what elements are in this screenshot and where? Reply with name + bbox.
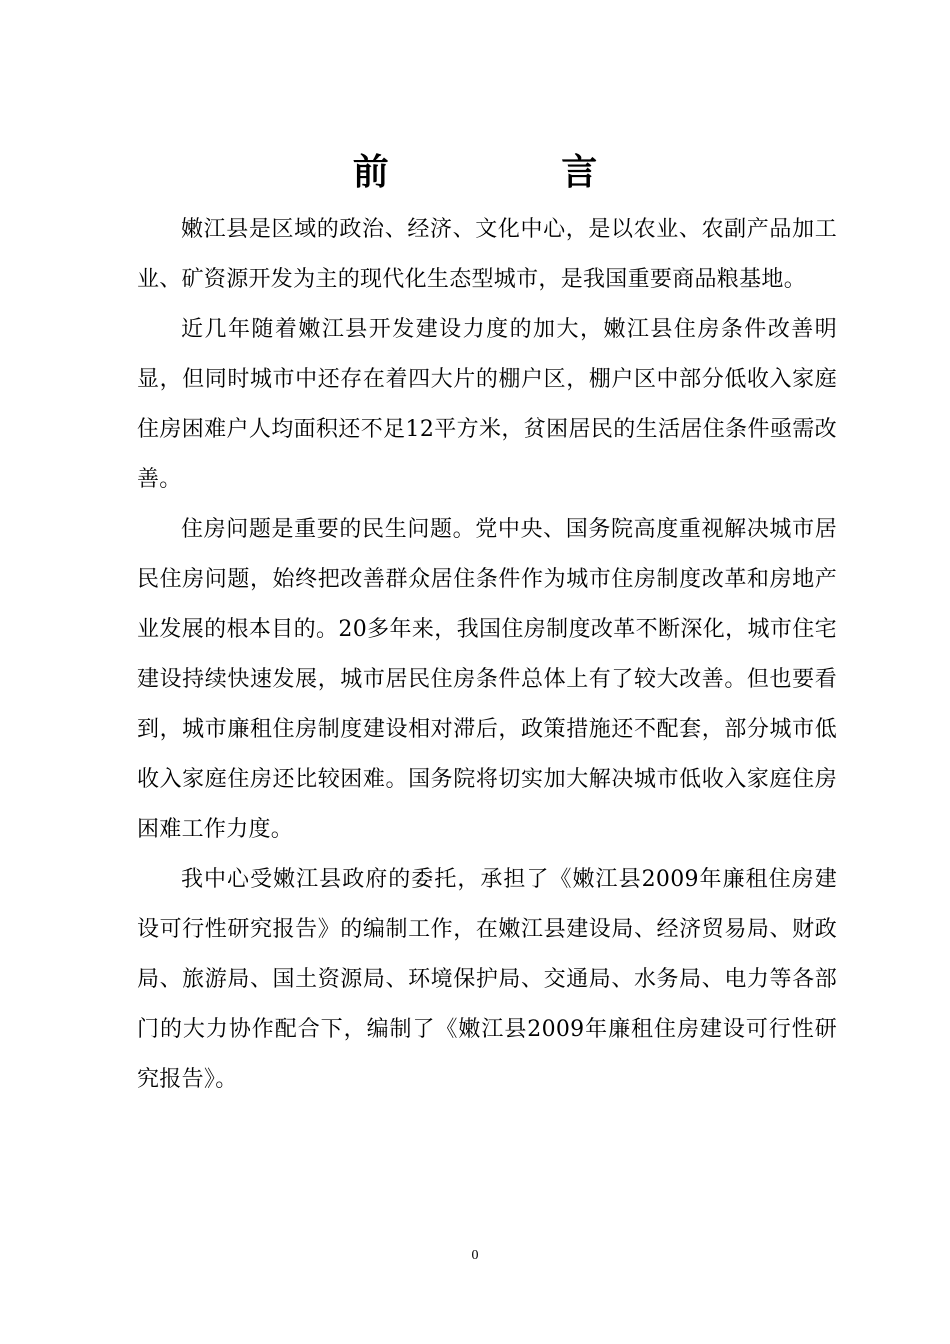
body-text: [137, 205, 837, 1105]
paragraph-housing-policy: 住房问题是重要的民生问题。党中央、国务院高度重视解决城市居民住房问题，始终把改善群众居住条件作为城市住房制度改革和房地产业发展的根本目的。20多年来，我国住房制度改革不断深化，城市住宅建设持续快速发展，城市居民住房条件总体上有了较大改善。但也要看到，城市廉租住房制度建设相对滞后，政策措施还不配套，部分城市低收入家庭住房还比较困难。国务院将切实加大解决城市低收入家庭住房困难工作力度。: [137, 517, 837, 842]
page-title: 前 言: [352, 152, 678, 193]
paragraph-intro: 嫩江县是区域的政治、经济、文化中心，是以农业、农副产品加工业、矿资源开发为主的现代化生态型城市，是我国重要商品粮基地。: [137, 217, 837, 292]
page-number: 0: [471, 1248, 479, 1263]
paragraph-housing-conditions: 近几年随着嫩江县开发建设力度的加大，嫩江县住房条件改善明显，但同时城市中还存在着四大片的棚户区，棚户区中部分低收入家庭住房困难户人均面积还不足12平方米，贫困居民的生活居住条件亟需改善。: [137, 317, 837, 492]
paragraph-report-preparation: 我中心受嫩江县政府的委托，承担了《嫩江县2009年廉租住房建设可行性研究报告》的编制工作，在嫩江县建设局、经济贸易局、财政局、旅游局、国土资源局、环境保护局、交通局、水务局、电力等各部门的大力协作配合下，编制了《嫩江县2009年廉租住房建设可行性研究报告》。: [137, 867, 837, 1092]
